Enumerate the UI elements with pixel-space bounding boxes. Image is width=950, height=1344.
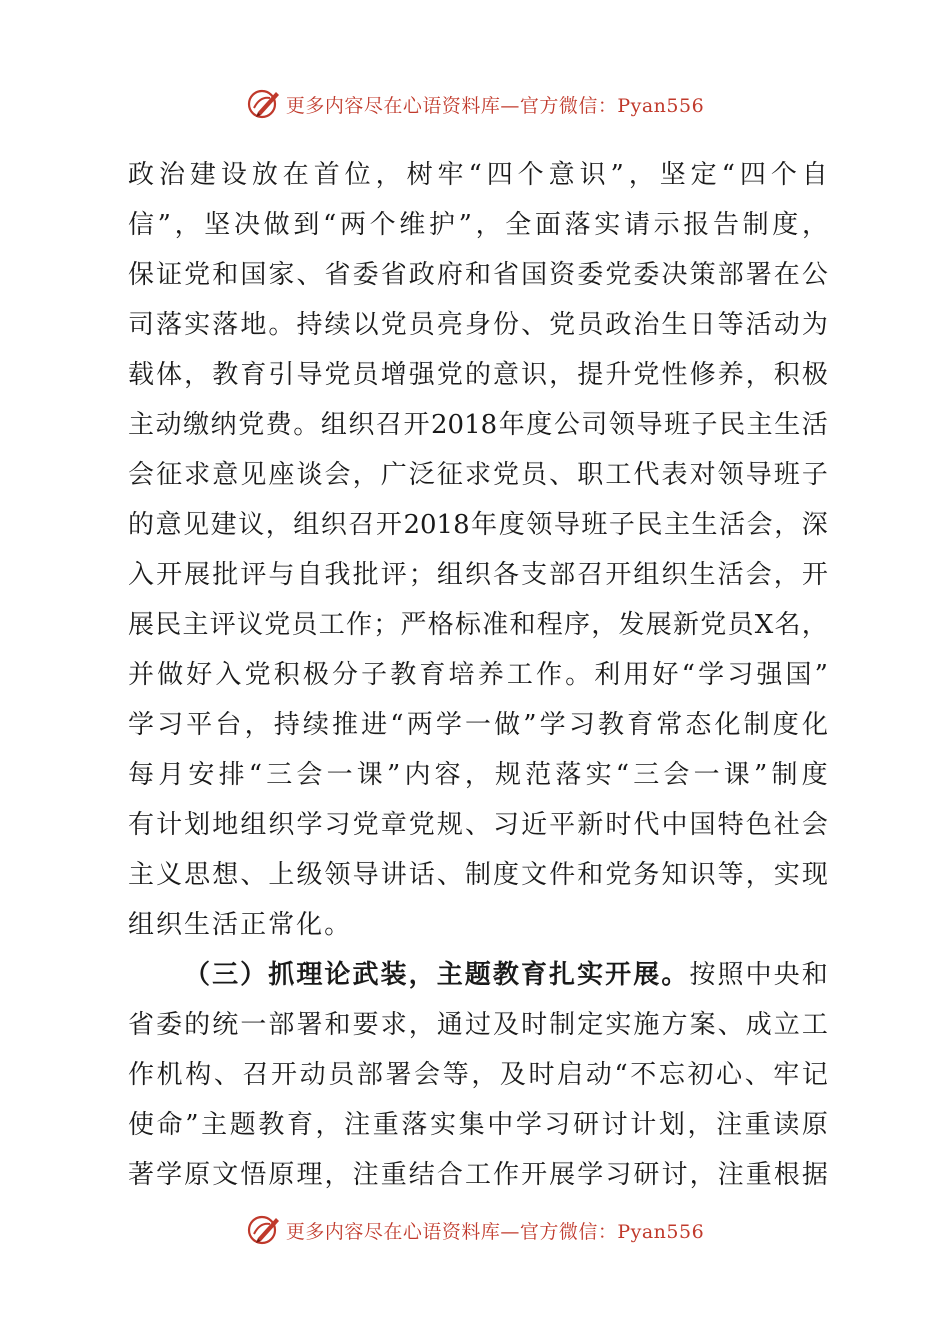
header-banner-text: 更多内容尽在心语资料库—官方微信：Pyan556 (285, 94, 705, 117)
text-line: 著 学 原 文 悟 原 理 ， 注 重 结 合 工 作 开 展 学 习 研 讨 ， 注 重 根 据 (128, 1160, 828, 1190)
text-line: 入 开 展 批 评 与 自 我 批 评 ； 组 织 各 支 部 召 开 组 织 生 活 会 ， 开 (128, 560, 828, 590)
document-body (128, 150, 828, 1200)
section-heading-char: ） (240, 960, 267, 990)
section-heading-char: 实 (577, 960, 604, 990)
text-line: 有 计 划 地 组 织 学 习 党 章 党 规 、 习 近 平 新 时 代 中 国 特 色 社 会 (128, 810, 828, 840)
text-line: 主 义 思 想 、 上 级 领 导 讲 话 、 制 度 文 件 和 党 务 知 识 等 ， 实 现 (128, 860, 828, 890)
text-line: 使 命 ” 主 题 教 育 ， 注 重 落 实 集 中 学 习 研 讨 计 划 ， 注 重 读 原 (128, 1110, 828, 1140)
text-line: 并 做 好 入 党 积 极 分 子 教 育 培 养 工 作 。 利 用 好 “ 学 习 强 国 ” (128, 660, 828, 690)
text-line: 政 治 建 设 放 在 首 位 ， 树 牢 “ 四 个 意 识 ” ， 坚 定 “ 四 个 自 (128, 160, 828, 190)
section-heading-char: 武 (352, 960, 379, 990)
section-heading-char: （ (184, 960, 211, 990)
text-line: 学 习 平 台 ， 持 续 推 进 “ 两 学 一 做 ” 学 习 教 育 常 态 化 制 度 化 (128, 710, 828, 740)
section-heading-char: 展 (633, 960, 660, 990)
text-line: 会 征 求 意 见 座 谈 会 ， 广 泛 征 求 党 员 、 职 工 代 表 对 领 导 班 子 (128, 460, 828, 490)
text-line: 的 意 见 建 议 ， 组 织 召 开 2018 年 度 领 导 班 子 民 主 生 活 会 ， 深 (128, 510, 828, 540)
section-heading-char: 。 (661, 960, 688, 990)
pen-logo-icon (246, 1212, 282, 1248)
text-line: 作 机 构 、 召 开 动 员 部 署 会 等 ， 及 时 启 动 “ 不 忘 初 心 、 牢 记 (128, 1060, 828, 1090)
section-heading-char: 装 (380, 960, 407, 990)
section-heading-char: 抓 (268, 960, 295, 990)
section-heading-char: 育 (520, 960, 547, 990)
section-heading-char: 主 (436, 960, 463, 990)
paragraph-last-line: 组 织 生 活 正 常 化 。 (128, 910, 353, 940)
section-heading-char: 教 (492, 960, 519, 990)
section-heading-char: 论 (324, 960, 351, 990)
section-heading-char: 题 (464, 960, 491, 990)
pen-logo-icon (246, 86, 282, 122)
header-banner (0, 82, 950, 126)
text-line: 省 委 的 统 一 部 署 和 要 求 ， 通 过 及 时 制 定 实 施 方 案 、 成 立 工 (128, 1010, 828, 1040)
text-line: 每 月 安 排 “ 三 会 一 课 ” 内 容 ， 规 范 落 实 “ 三 会 一 课 ” 制 度 (128, 760, 828, 790)
text-line: 信 ” ， 坚 决 做 到 “ 两 个 维 护 ” ， 全 面 落 实 请 示 报 告 制 度 ， (128, 210, 828, 240)
footer-banner-text: 更多内容尽在心语资料库—官方微信：Pyan556 (285, 1220, 705, 1243)
text-line: 主 动 缴 纳 党 费 。 组 织 召 开 2018 年 度 公 司 领 导 班 子 民 主 生 活 (128, 410, 828, 440)
text-line: 载 体 ， 教 育 引 导 党 员 增 强 党 的 意 识 ， 提 升 党 性 修 养 ， 积 极 (128, 360, 828, 390)
footer-banner (0, 1208, 950, 1252)
section-heading-char: 三 (212, 960, 239, 990)
text-line: 保 证 党 和 国 家 、 省 委 省 政 府 和 省 国 资 委 党 委 决 策 部 署 在 公 (128, 260, 828, 290)
text-line: 展 民 主 评 议 党 员 工 作 ； 严 格 标 准 和 程 序 ， 发 展 新 党 员 X 名 ， (128, 610, 828, 640)
section-heading-line: （ 三 ） 抓 理 论 武 装 ， 主 题 教 育 扎 实 开 展 。 按 照 中 央 和 (128, 950, 828, 1000)
section-heading-char: 扎 (549, 960, 576, 990)
section-heading-char: 开 (605, 960, 632, 990)
section-heading-char: ， (408, 960, 435, 990)
section-heading-char: 理 (296, 960, 323, 990)
text-line: 司 落 实 落 地 。 持 续 以 党 员 亮 身 份 、 党 员 政 治 生 日 等 活 动 为 (128, 310, 828, 340)
